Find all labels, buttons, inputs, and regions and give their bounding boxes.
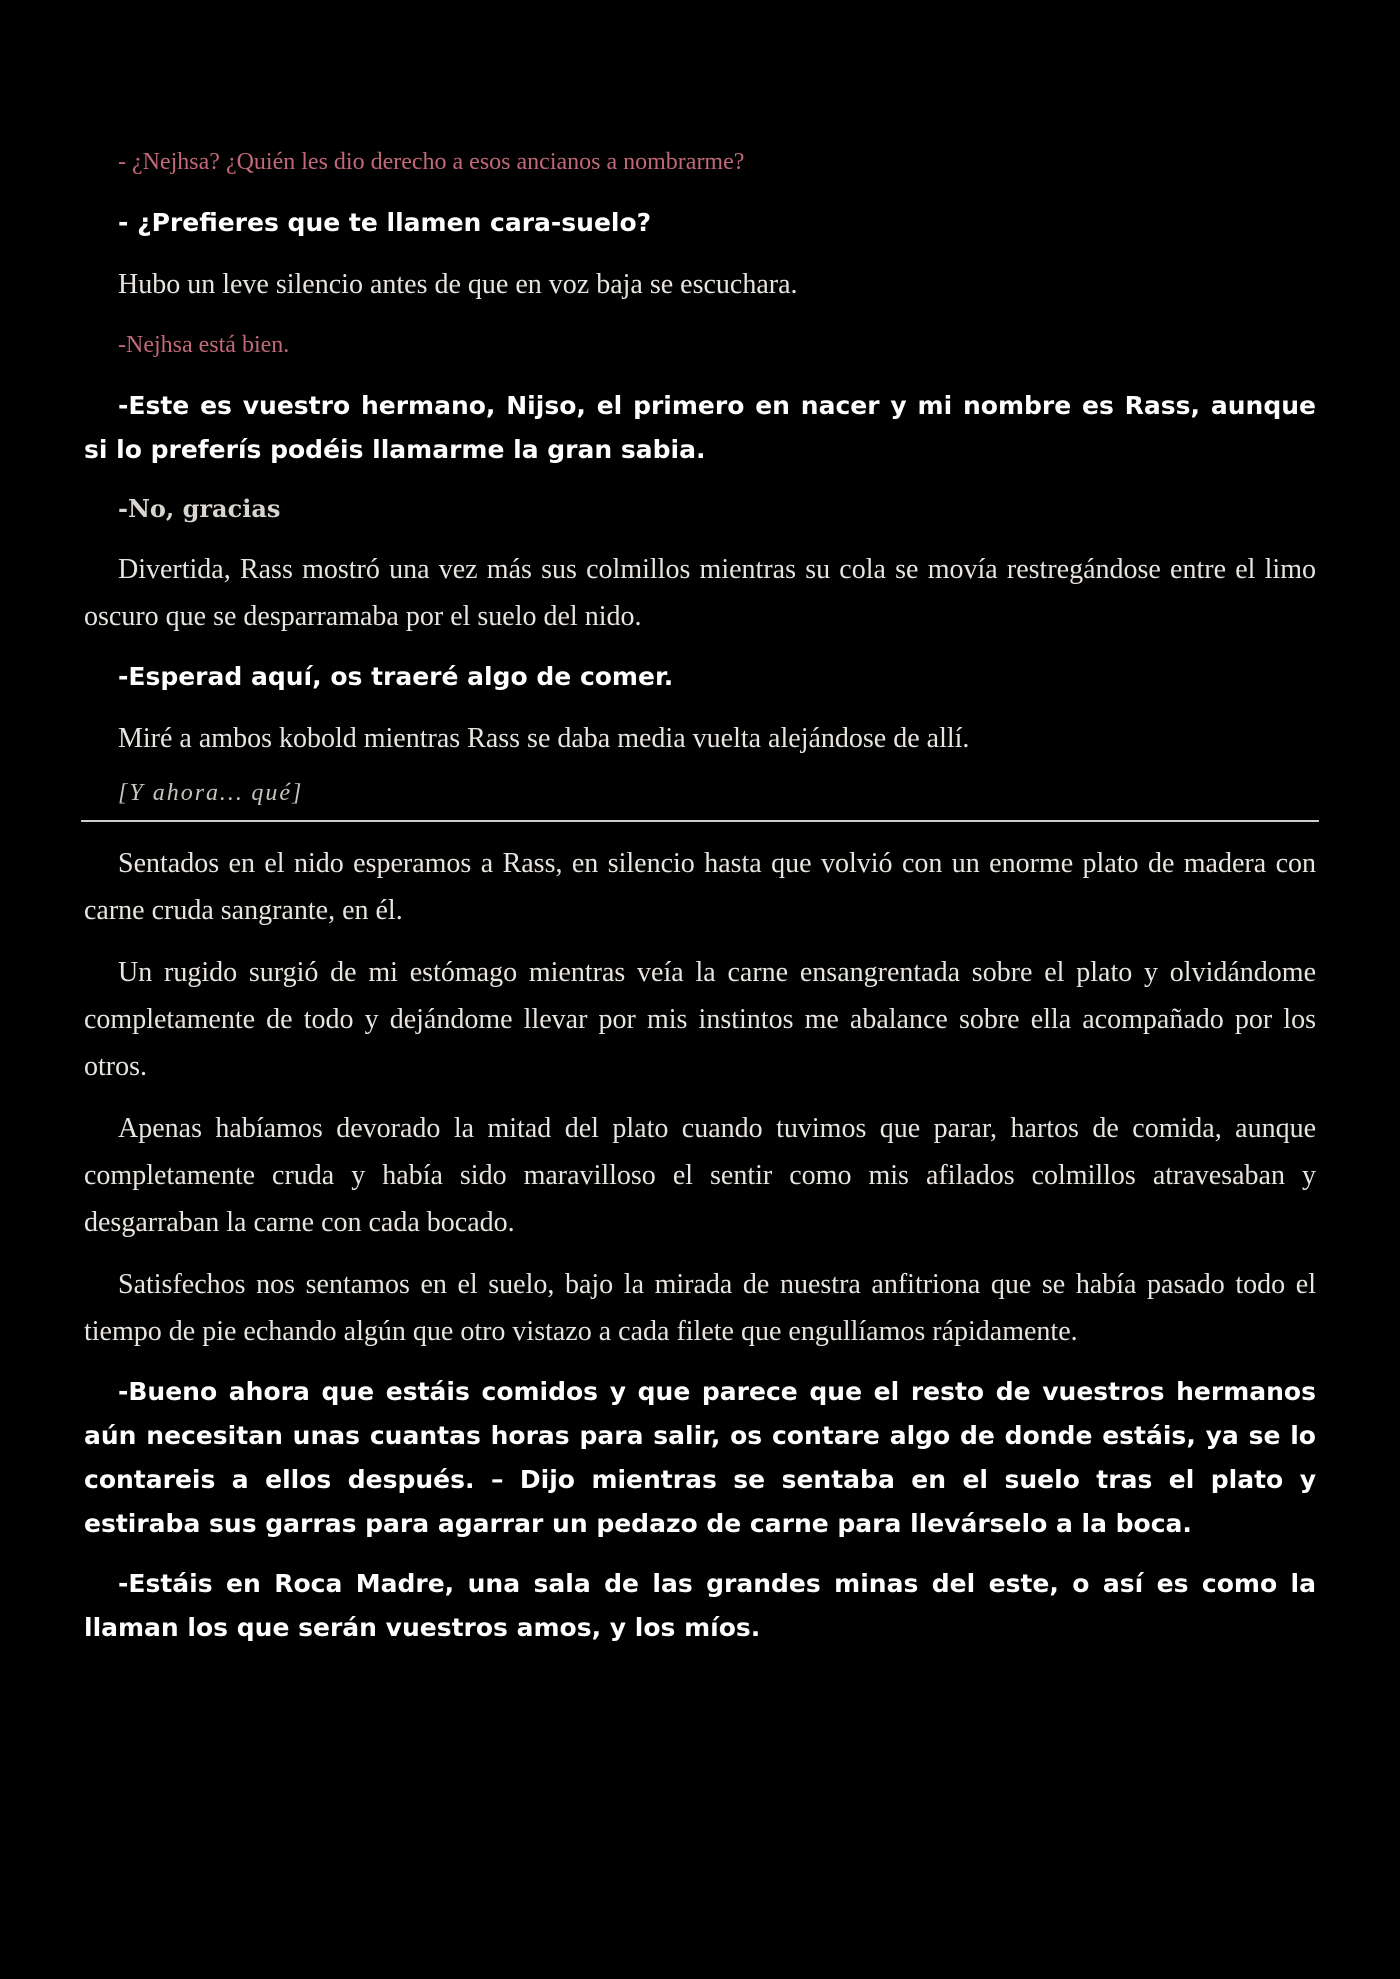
dialogue-paragraph: -Bueno ahora que estáis comidos y que parece que el resto de vuestros hermanos aún necesitan unas cuantas horas para salir, os contare algo de donde estáis, ya se lo contareis a ellos después. – Dijo mientras se sentaba en el suelo tras el plato y estiraba sus garras para agarrar un pedazo de carne para llevárselo a la boca. xyxy=(84,1377,1316,1538)
dialogue-line: -Nejhsa está bien. xyxy=(118,332,290,358)
document-page xyxy=(84,140,1316,1666)
dialogue-line: -Esperad aquí, os traeré algo de comer. xyxy=(118,662,674,691)
narration-paragraph: Divertida, Rass mostró una vez más sus colmillos mientras su cola se movía restregándose entre el limo oscuro que se desparramaba por el suelo del nido. xyxy=(84,554,1316,632)
dialogue-line: - ¿Nejhsa? ¿Quién les dio derecho a esos ancianos a nombrarme? xyxy=(118,149,745,175)
dialogue-line: - ¿Prefieres que te llamen cara-suelo? xyxy=(118,208,652,237)
narration-paragraph: Un rugido surgió de mi estómago mientras veía la carne ensangrentada sobre el plato y olvidándome completamente de todo y dejándome llevar por mis instintos me abalance sobre ella acompañado por los otros. xyxy=(84,957,1316,1082)
section-divider xyxy=(81,820,1319,822)
dialogue-paragraph: -Estáis en Roca Madre, una sala de las grandes minas del este, o así es como la llaman los que serán vuestros amos, y los míos. xyxy=(84,1569,1316,1642)
narration-paragraph: Satisfechos nos sentamos en el suelo, bajo la mirada de nuestra anfitriona que se había pasado todo el tiempo de pie echando algún que otro vistazo a cada filete que engullíamos rápidamente. xyxy=(84,1269,1316,1347)
dialogue-line: -No, gracias xyxy=(118,494,281,523)
thought-line: [Y ahora… qué] xyxy=(118,780,304,806)
dialogue-line: -Este es vuestro hermano, Nijso, el primero en nacer y mi nombre es Rass, aunque si lo preferís podéis llamarme la gran sabia. xyxy=(84,391,1316,464)
narration-paragraph: Hubo un leve silencio antes de que en voz baja se escuchara. xyxy=(118,269,798,300)
narration-paragraph: Sentados en el nido esperamos a Rass, en silencio hasta que volvió con un enorme plato de madera con carne cruda sangrante, en él. xyxy=(84,848,1316,926)
narration-paragraph: Apenas habíamos devorado la mitad del plato cuando tuvimos que parar, hartos de comida, aunque completamente cruda y había sido maravilloso el sentir como mis afilados colmillos atravesaban y desgarraban la carne con cada bocado. xyxy=(84,1113,1316,1238)
narration-paragraph: Miré a ambos kobold mientras Rass se daba media vuelta alejándose de allí. xyxy=(118,723,970,754)
